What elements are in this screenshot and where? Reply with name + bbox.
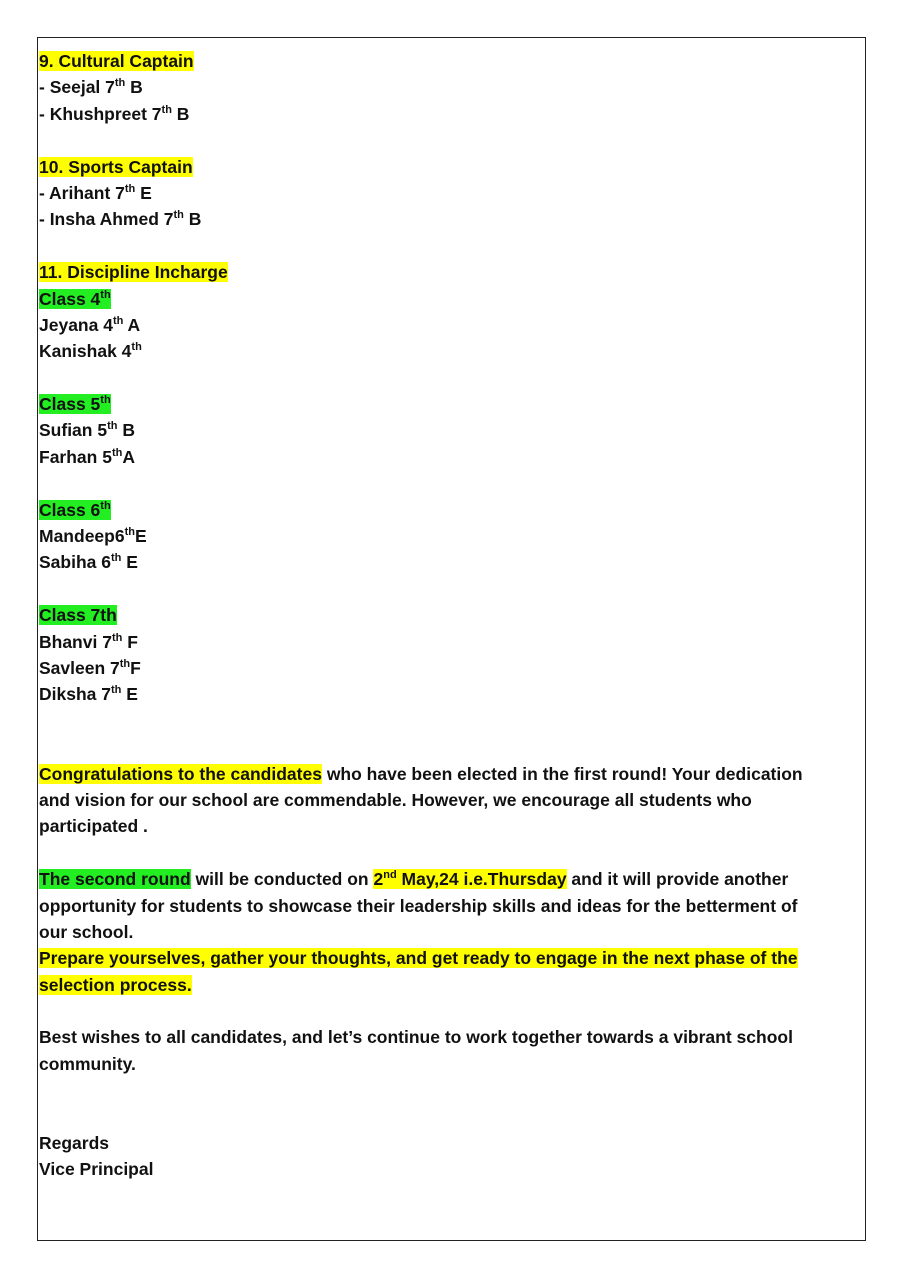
list-item: - Arihant 7th E [39,182,152,203]
cultural-captain-heading: 9. Cultural Captain [39,51,194,71]
list-item: - Insha Ahmed 7th B [39,209,202,230]
list-item: Bhanvi 7th F [39,631,138,652]
list-item: Kanishak 4th [39,341,142,362]
wishes-line-2: community. [39,1053,136,1074]
list-item: Sabiha 6th E [39,552,138,573]
list-item: - Seejal 7th B [39,77,143,98]
list-item: Mandeep6thE [39,526,147,547]
class-4-label: Class 4th [39,288,111,309]
class-7-label: Class 7th [39,605,117,626]
congrats-line-1: Congratulations to the candidates who have been elected in the first round! Your dedication [39,763,803,784]
second-round-line-2: opportunity for students to showcase their leadership skills and ideas for the betterment of [39,895,798,916]
signatory-title: Vice Principal [39,1159,154,1180]
wishes-line-1: Best wishes to all candidates, and let’s continue to work together towards a vibrant school [39,1027,793,1048]
discipline-incharge-heading: 11. Discipline Incharge [39,262,228,283]
list-item: Jeyana 4th A [39,314,141,335]
prepare-line-1: Prepare yourselves, gather your thoughts, and get ready to engage in the next phase of the [39,948,798,969]
congrats-line-2: and vision for our school are commendable. However, we encourage all students who [39,789,752,810]
list-item: Diksha 7th E [39,684,138,705]
regards-text: Regards [39,1133,110,1154]
congrats-line-3: participated . [39,816,148,837]
second-round-line-3: our school. [39,921,134,942]
second-round-line-1: The second round will be conducted on 2nd May,24 i.e.Thursday and it will provide another [39,869,789,890]
document-body [39,48,859,1183]
list-item: - Khushpreet 7th B [39,103,190,124]
list-item: Farhan 5thA [39,446,135,467]
class-5-label: Class 5th [39,394,111,415]
sports-captain-heading: 10. Sports Captain [39,156,193,177]
prepare-line-2: selection process. [39,974,192,995]
list-item: Sufian 5th B [39,420,135,441]
list-item: Savleen 7thF [39,657,141,678]
class-6-label: Class 6th [39,499,111,520]
